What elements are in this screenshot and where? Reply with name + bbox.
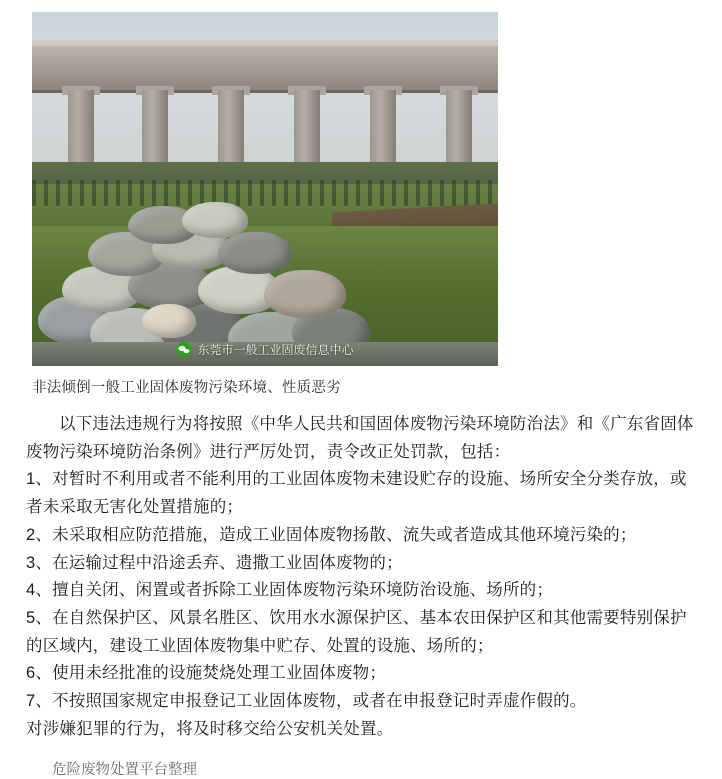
article-body: [26, 411, 696, 744]
article-photo: [32, 12, 498, 366]
body-paragraph-4: 3、在运输过程中沿途丢弃、遗撒工业固体废物的；: [26, 553, 403, 572]
bridge-deck: [32, 46, 498, 93]
body-paragraph-3: 2、未采取相应防范措施，造成工业固体废物扬散、流失或者造成其他环境污染的；: [26, 525, 637, 544]
watermark-text: 东莞市一般工业固废信息中心: [197, 343, 354, 357]
body-paragraph-9: 对涉嫌犯罪的行为，将及时移交给公安机关处置。: [26, 719, 394, 738]
body-paragraph-6: 5、在自然保护区、风景名胜区、饮用水水源保护区、基本农田保护区和其他需要特别保护的区域内，建设工业固体废物集中贮存、处置的设施、场所的；: [26, 609, 687, 655]
fence: [32, 180, 498, 206]
waste-bag: [264, 270, 346, 318]
waste-bag: [218, 232, 292, 274]
body-paragraph-7: 6、使用未经批准的设施焚烧处理工业固体废物；: [26, 664, 387, 683]
wechat-logo-icon: [176, 342, 191, 357]
photo-caption: 非法倾倒一般工业固体废物污染环境、性质恶劣: [32, 380, 341, 396]
waste-bag: [182, 202, 248, 238]
photo-watermark: [176, 341, 353, 358]
body-paragraph-2: 1、对暂时不利用或者不能利用的工业固体废物未建设贮存的设施、场所安全分类存放，或者未采取无害化处置措施的；: [26, 470, 687, 517]
waste-bag-labeled: [142, 304, 196, 338]
source-note: 危险废物处置平台整理: [52, 761, 197, 778]
body-paragraph-5: 4、擅自关闭、闲置或者拆除工业固体废物污染环境防治设施、场所的；: [26, 581, 554, 600]
article-page: [0, 12, 722, 778]
body-paragraph-1: 以下违法违规行为将按照《中华人民共和国固体废物污染环境防治法》和《广东省固体废物污染环境防治条例》进行严厉处罚，责令改正处罚款，包括：: [26, 415, 694, 461]
body-paragraph-8: 7、不按照国家规定申报登记工业固体废物，或者在申报登记时弄虚作假的。: [26, 692, 587, 711]
